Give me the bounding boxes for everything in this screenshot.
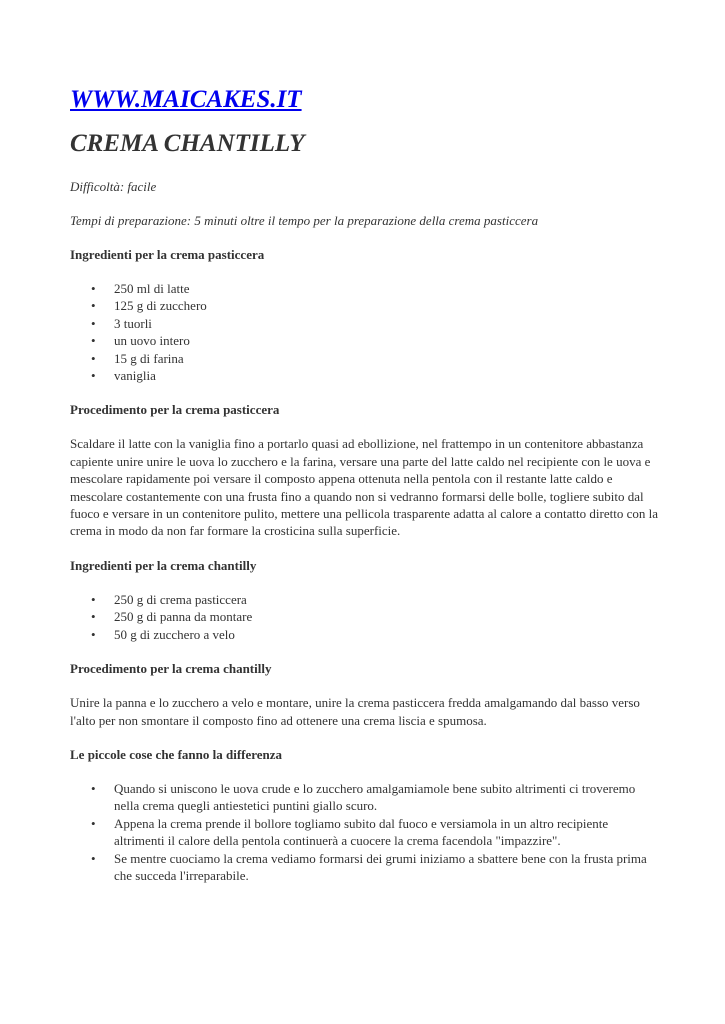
list-item: • Quando si uniscono le uova crude e lo zucchero amalgamiamole bene subito altrimenti ci troveremo nella crema quegli antiestetici puntini giallo scuro. [70,780,660,815]
list-item: • un uovo intero [70,332,660,349]
document-page [70,84,660,884]
difficulty-text: Difficoltà: facile [70,179,157,194]
list-item: • Se mentre cuociamo la crema vediamo formarsi dei grumi iniziamo a sbattere bene con la frusta prima che succeda l'irreparabile. [70,850,660,885]
list-item: • 250 ml di latte [70,280,660,297]
list-item: • 125 g di zucchero [70,297,660,314]
list-item: • 15 g di farina [70,350,660,367]
list-item: • 250 g di panna da montare [70,608,660,625]
heading-ingredienti-pasticcera: Ingredienti per la crema pasticcera [70,247,265,262]
heading-procedimento-chantilly: Procedimento per la crema chantilly [70,661,272,677]
procedimento-chantilly-text: Unire la panna e lo zucchero a velo e montare, unire la crema pasticcera fredda amalgamando dal basso verso l'alto per non smontare il composto fino ad ottenere una crema liscia e spumosa. [70,695,640,728]
prep-time-text: Tempi di preparazione: 5 minuti oltre il tempo per la preparazione della crema pasticcera [70,213,539,228]
list-item: • Appena la crema prende il bollore togliamo subito dal fuoco e versiamola in un altro recipiente altrimenti il calore della pentola continuerà a cuocere la crema facendola "impazzire". [70,815,660,850]
list-item: • 250 g di crema pasticcera [70,591,660,608]
procedimento-pasticcera-text: Scaldare il latte con la vaniglia fino a portarlo quasi ad ebollizione, nel frattempo in un contenitore abbastanza capiente unire unire le uova lo zucchero e la farina, versare una parte del latte caldo nel recipiente con le uova e mescolare rapidamente poi versare il composto appena ottenuta nella pentola con il restante latte caldo e mescolare costantemente con una frusta fino a quando non si vedranno formarsi delle bolle, togliere subito dal fuoco e versare in un contenitore pulito, mettere una pellicola trasparente adatta al calore a contatto diretto con la crema in modo da non far formare la crosticina sulla superficie. [70,436,658,539]
site-link[interactable]: WWW.MAICAKES.IT [70,86,302,113]
list-item: • 3 tuorli [70,315,660,332]
recipe-title: CREMA CHANTILLY [70,130,305,157]
ingredients-list-chantilly [70,591,660,643]
heading-procedimento-pasticcera: Procedimento per la crema pasticcera [70,402,280,418]
ingredients-list-pasticcera [70,280,660,384]
heading-piccole-cose: Le piccole cose che fanno la differenza [70,746,283,762]
list-item: • vaniglia [70,367,660,384]
list-item: • 50 g di zucchero a velo [70,626,660,643]
heading-ingredienti-chantilly: Ingredienti per la crema chantilly [70,557,257,573]
tips-list [70,780,660,884]
